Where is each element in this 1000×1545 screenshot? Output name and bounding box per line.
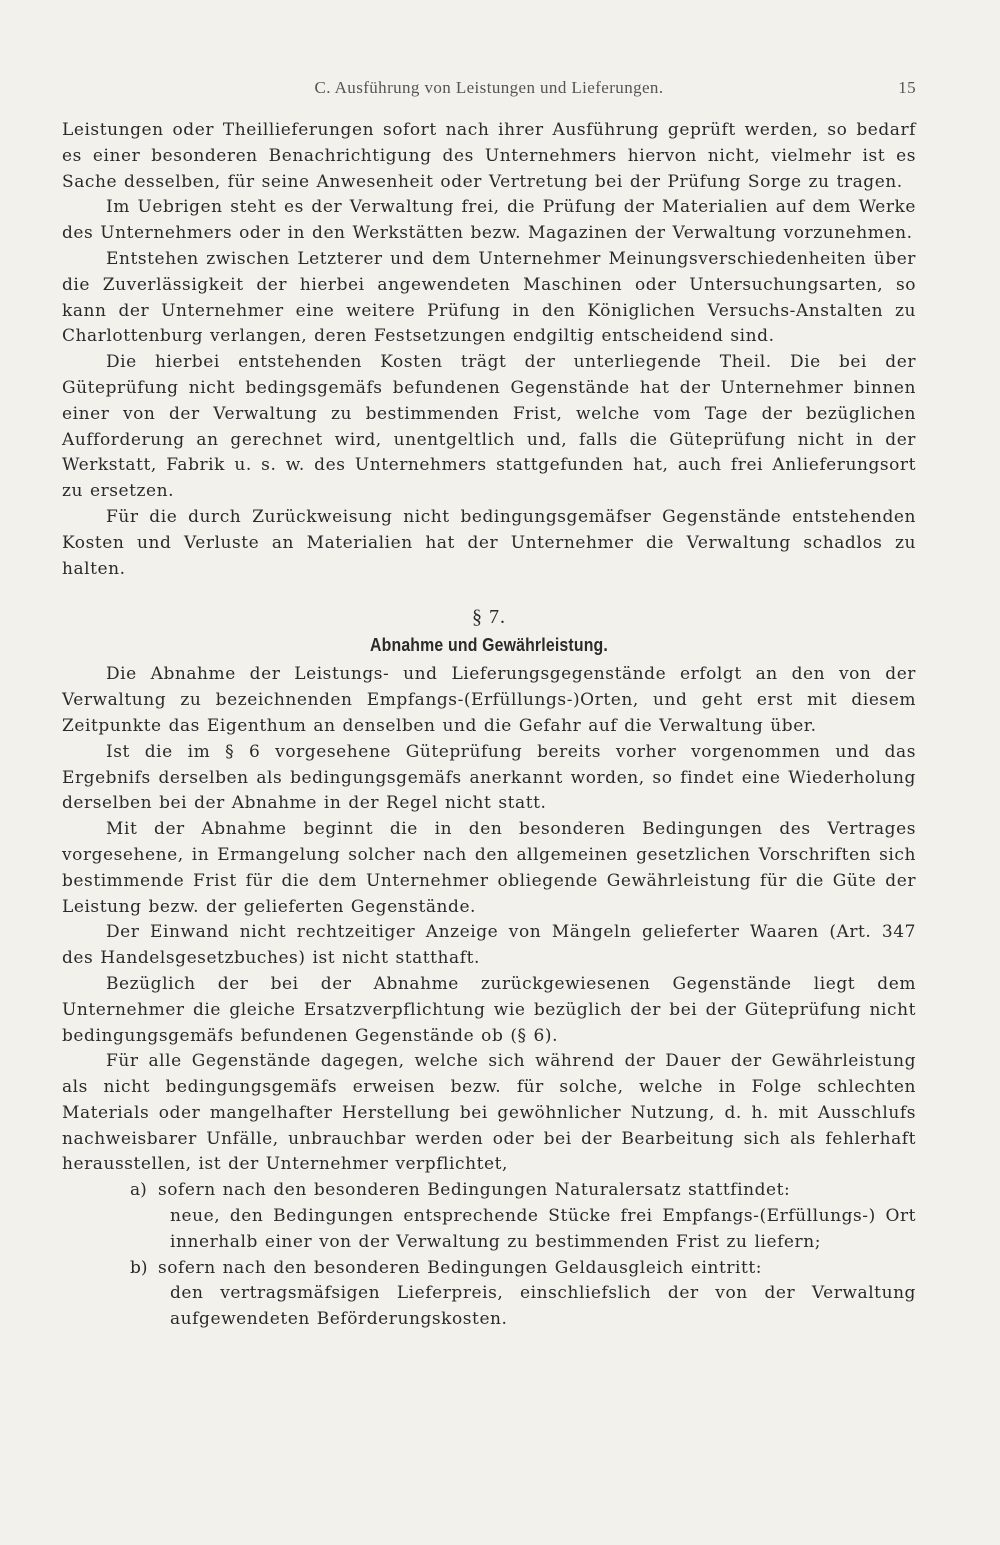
list-item-lead: sofern nach den besonderen Bedingungen Geldausgleich eintritt: [158,1257,763,1278]
list-item-body [158,1178,916,1255]
body-text [62,118,916,1333]
page-number: 15 [898,78,916,97]
section-number: § 7. [472,606,506,629]
list-item-a [130,1178,916,1255]
list-item-lead: sofern nach den besonderen Bedingungen Naturalersatz stattfindet: [158,1180,791,1201]
paragraph: Mit der Abnahme beginnt die in den besonderen Bedingungen des Vertrages vorgesehene, in Ermangelung solcher nach den allgemeinen gesetzlichen Vorschriften sich bestimmende Frist für die dem Unternehmer obliegende Gewährleistung für die Güte der Leistung bezw. der gelieferten Gegenstände. [62,819,916,917]
paragraph: Der Einwand nicht rechtzeitiger Anzeige von Mängeln gelieferter Waaren (Art. 347 des Handelsgesetzbuches) ist nicht statthaft. [62,922,916,969]
running-header-title: C. Ausführung von Leistungen und Lieferungen. [314,78,664,97]
list-item-b [130,1256,916,1333]
paragraph: Die hierbei entstehenden Kosten trägt der unterliegende Theil. Die bei der Güteprüfung nicht bedingsgemäfs befundenen Gegenstände hat der Unternehmer binnen einer von der Verwaltung zu bestimmenden Frist, welche vom Tage der bezüglichen Aufforderung an gerechnet wird, unentgeltlich und, falls die Güteprüfung nicht in der Werkstatt, Fabrik u. s. w. des Unternehmers stattgefunden hat, auch frei Anlieferungsort zu ersetzen. [62,352,916,502]
paragraph: Die Abnahme der Leistungs- und Lieferungsgegenstände erfolgt an den von der Verwaltung zu bezeichnenden Empfangs-(Erfüllungs-)Orten, und geht erst mit diesem Zeitpunkte das Eigenthum an denselben und die Gefahr auf die Verwaltung über. [62,664,916,736]
list-item-body [158,1256,916,1333]
list-marker: b) [130,1257,148,1278]
paragraph-continuation: Leistungen oder Theillieferungen sofort nach ihrer Ausführung geprüft werden, so bedarf es einer besonderen Benachrichtigung des Unternehmers hiervon nicht, vielmehr ist es Sache desselben, für seine Anwesenheit oder Vertretung bei der Prüfung Sorge zu tragen. [62,120,916,192]
paragraph: Bezüglich der bei der Abnahme zurückgewiesenen Gegenstände liegt dem Unternehmer die gleiche Ersatzverpflichtung wie bezüglich der bei der Güteprüfung nicht bedingungsgemäfs befundenen Gegenstände ob (§ 6). [62,973,916,1046]
paragraph: Ist die im § 6 vorgesehene Güteprüfung bereits vorher vorgenommen und das Ergebnifs derselben als bedingungsgemäfs anerkannt worden, so findet eine Wiederholung derselben bei der Abnahme in der Regel nicht statt. [62,741,916,814]
list-marker: a) [130,1180,147,1201]
list-item-text: neue, den Bedingungen entsprechende Stücke frei Empfangs-(Erfüllungs-) Ort innerhalb einer von der Verwaltung zu bestimmenden Frist zu liefern; [170,1206,916,1252]
section-heading: Abnahme und Gewährleistung. [370,635,608,656]
running-header [62,78,916,110]
paragraph: Im Uebrigen steht es der Verwaltung frei, die Prüfung der Materialien auf dem Werke des Unternehmers oder in den Werkstätten bezw. Magazinen der Verwaltung vorzunehmen. [62,197,916,244]
list-item-text: den vertragsmäfsigen Lieferpreis, einschliefslich der von der Verwaltung aufgewendeten Beförderungskosten. [170,1283,916,1330]
paragraph: Entstehen zwischen Letzterer und dem Unternehmer Meinungsverschiedenheiten über die Zuverlässigkeit der hierbei angewendeten Maschinen oder Untersuchungsarten, so kann der Unternehmer eine weitere Prüfung in den Königlichen Versuchs-Anstalten zu Charlottenburg verlangen, deren Festsetzungen endgiltig entscheidend sind. [62,248,916,347]
paragraph: Für die durch Zurückweisung nicht bedingungsgemäfser Gegenstände entstehenden Kosten und Verluste an Materialien hat der Unternehmer die Verwaltung schadlos zu halten. [62,506,916,579]
paragraph: Für alle Gegenstände dagegen, welche sich während der Dauer der Gewährleistung als nicht bedingungsgemäfs erweisen bezw. für solche, welche in Folge schlechten Materials oder mangelhafter Herstellung bei gewöhnlicher Nutzung, d. h. mit Ausschlufs nachweisbarer Unfälle, unbrauchbar werden oder bei der Bearbeitung sich als fehlerhaft herausstellen, ist der Unternehmer verpflichtet, [62,1051,916,1175]
